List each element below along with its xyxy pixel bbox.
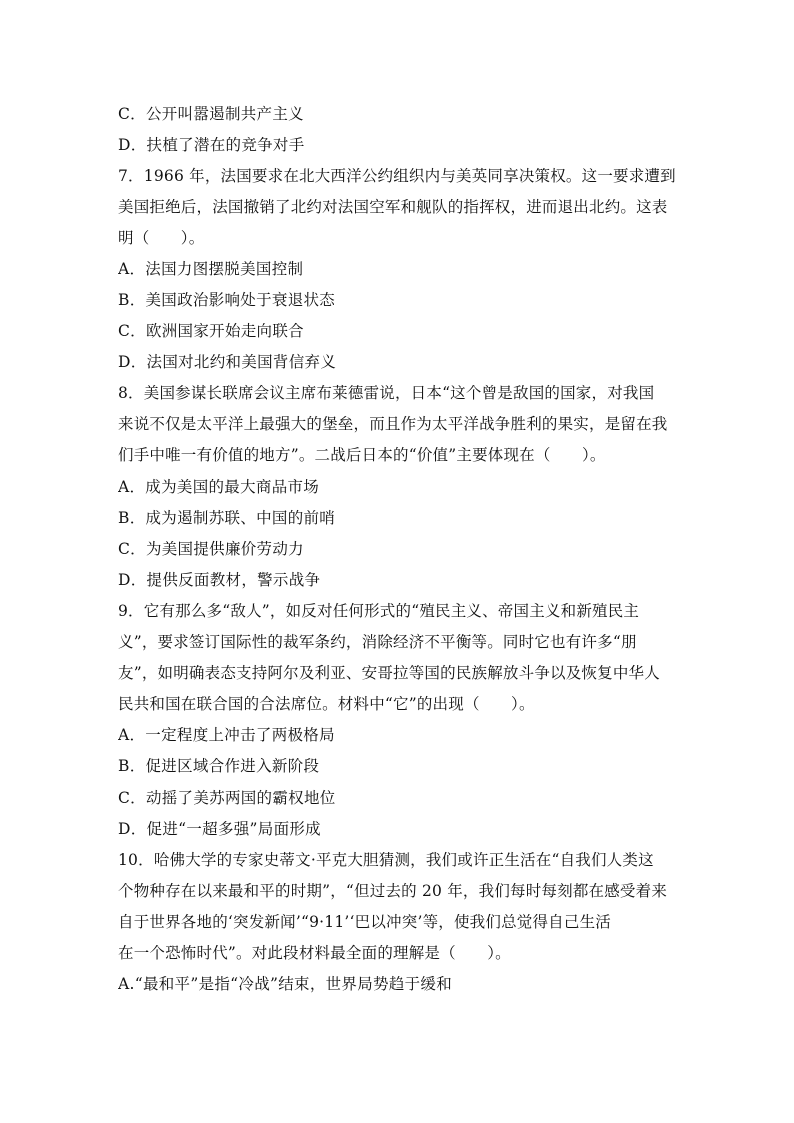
q7-option-d: D．法国对北约和美国背信弃义 <box>118 353 337 371</box>
q10-stem-line-4: 在一个恐怖时代”。对此段材料最全面的理解是（ ）。 <box>118 944 511 962</box>
q9-option-c: C．动摇了美苏两国的霸权地位 <box>118 789 336 807</box>
q9-stem-line-4: 民共和国在联合国的合法席位。材料中“它”的出现（ ）。 <box>118 695 535 713</box>
q7-stem-line-2: 美国拒绝后，法国撤销了北约对法国空军和舰队的指挥权，进而退出北约。这表 <box>118 198 668 216</box>
q7-stem-line-3: 明（ ）。 <box>118 229 205 247</box>
q10-stem-line-3: 自于世界各地的‘突发新闻’“9·11’‘巴以冲突’等，使我们总觉得自己生活 <box>118 913 611 931</box>
q9-stem-line-1: 9．它有那么多“敌人”，如反对任何形式的“殖民主义、帝国主义和新殖民主 <box>118 602 640 620</box>
q6-option-d: D．扶植了潜在的竞争对手 <box>118 136 305 154</box>
q9-option-d: D．促进“一超多强”局面形成 <box>118 820 321 838</box>
q9-option-a: A．一定程度上冲击了两极格局 <box>118 726 335 744</box>
q7-option-c: C．欧洲国家开始走向联合 <box>118 322 304 340</box>
q8-option-c: C．为美国提供廉价劳动力 <box>118 540 304 558</box>
q8-option-a: A．成为美国的最大商品市场 <box>118 478 320 496</box>
q9-stem-line-3: 友”，如明确表态支持阿尔及利亚、安哥拉等国的民族解放斗争以及恢复中华人 <box>118 664 660 682</box>
q8-option-d: D．提供反面教材，警示战争 <box>118 571 321 589</box>
q7-stem-line-1: 7．1966 年，法国要求在北大西洋公约组织内与美英同享决策权。这一要求遭到 <box>118 167 676 185</box>
q8-stem-line-1: 8．美国参谋长联席会议主席布莱德雷说，日本“这个曾是敌国的国家，对我国 <box>118 384 655 402</box>
q9-stem-line-2: 义”，要求签订国际性的裁军条约，消除经济不平衡等。同时它也有许多“朋 <box>118 633 637 651</box>
q6-option-c: C．公开叫嚣遏制共产主义 <box>118 105 304 123</box>
q8-stem-line-2: 来说不仅是太平洋上最强大的堡垒，而且作为太平洋战争胜利的果实，是留在我 <box>118 415 668 433</box>
q8-stem-line-3: 们手中唯一有价值的地方”。二战后日本的“价值”主要体现在（ ）。 <box>118 446 606 464</box>
q10-stem-line-1: 10．哈佛大学的专家史蒂文·平克大胆猜测，我们或许正生活在“自我们人类这 <box>118 851 654 869</box>
q8-option-b: B．成为遏制苏联、中国的前哨 <box>118 509 336 527</box>
q10-stem-line-2: 个物种存在以来最和平的时期”，“但过去的 20 年，我们每时每刻都在感受着来 <box>118 882 668 900</box>
q9-option-b: B．促进区域合作进入新阶段 <box>118 757 320 775</box>
q10-option-a: A.“最和平”是指“冷战”结束，世界局势趋于缓和 <box>118 975 453 993</box>
q7-option-a: A．法国力图摆脱美国控制 <box>118 260 304 278</box>
q7-option-b: B．美国政治影响处于衰退状态 <box>118 291 336 309</box>
